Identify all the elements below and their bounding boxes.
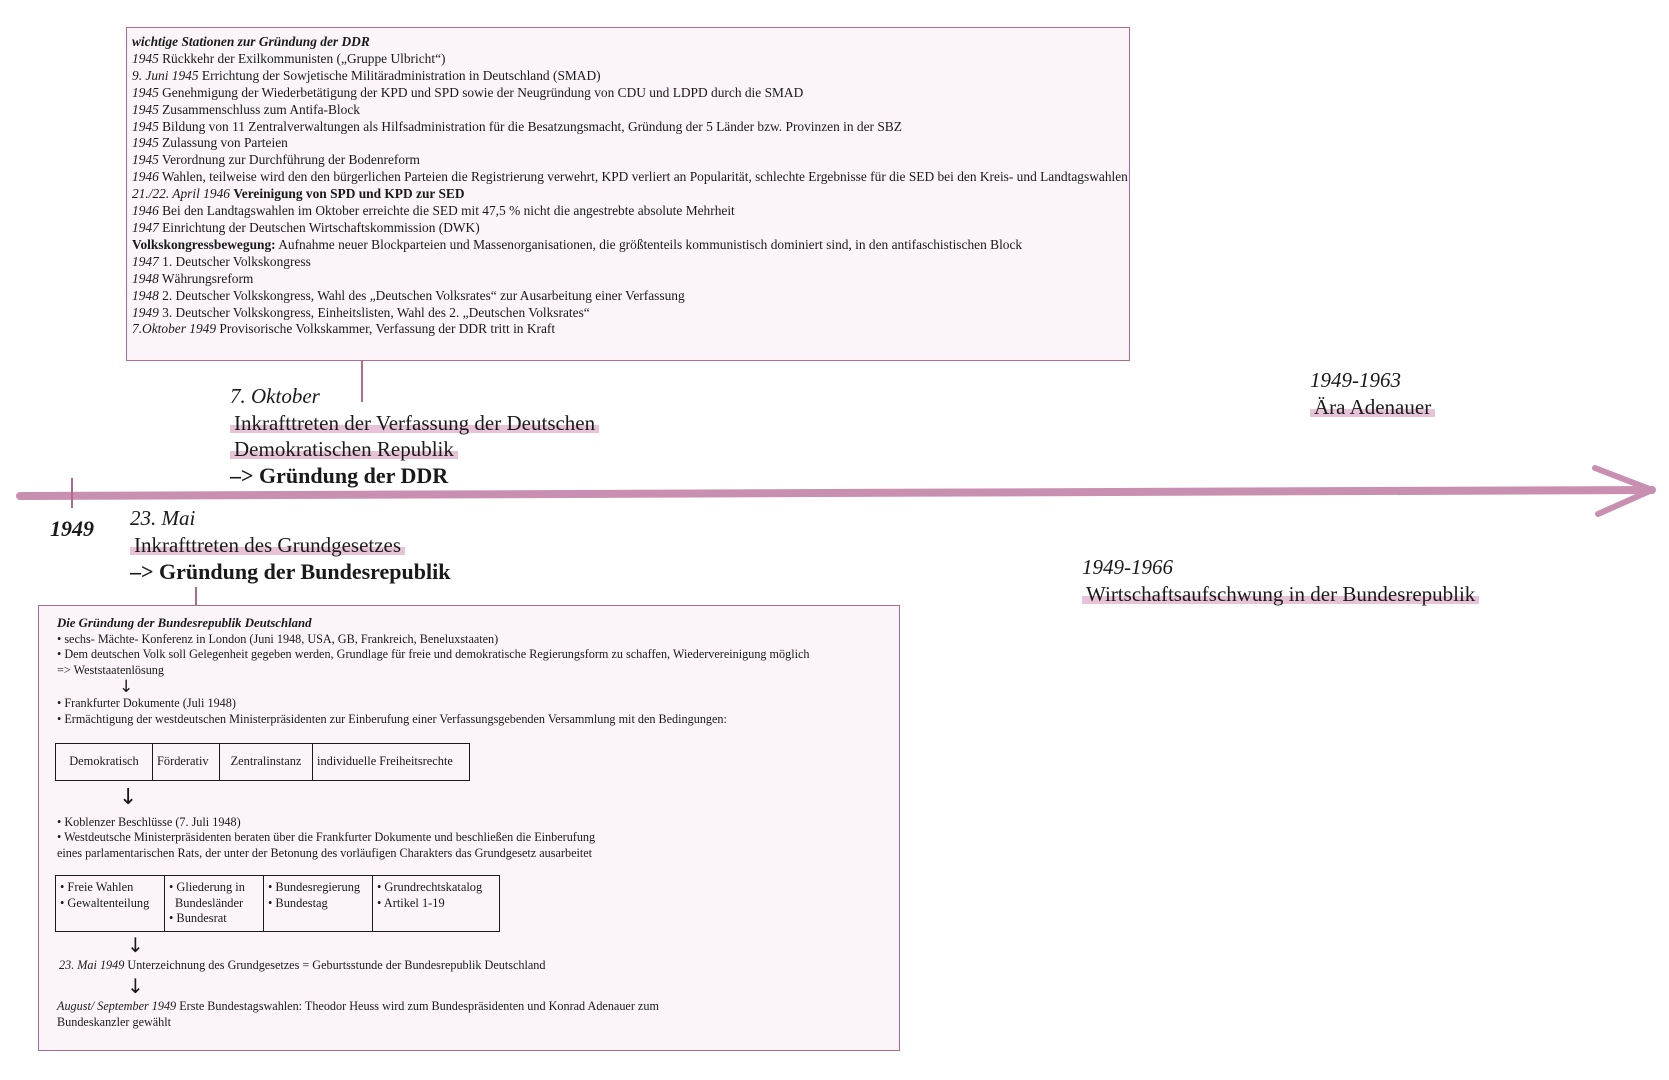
ddr-entries-list — [132, 50, 1128, 338]
ddr-event-date: 7. Oktober — [230, 384, 320, 408]
structure-cell — [56, 876, 165, 932]
ddr-entry — [132, 305, 1124, 322]
ddr-event — [230, 384, 599, 489]
arrow-down-icon: ↓ — [119, 677, 134, 698]
entry-date: 1949 — [132, 304, 159, 320]
ddr-entry — [132, 51, 1124, 68]
entry-text: Errichtung der Sowjetische Militäradministration in Deutschland (SMAD) — [198, 67, 601, 83]
entry-text: 2. Deutscher Volkskongress, Wahl des „Deutschen Volksrates“ zur Ausarbeitung einer Verfassung — [158, 287, 685, 303]
step-text: Unterzeichnung des Grundgesetzes = Geburtsstunde der Bundesrepublik Deutschland — [124, 957, 546, 972]
arrow-down-icon: ↓ — [127, 974, 144, 999]
structure-item: • Freie Wahlen — [60, 880, 134, 895]
brd-p8: eines parlamentarischen Rats, der unter der Betonung des vorläufigen Charakters das Grundgesetz ausarbeitet — [57, 845, 593, 860]
ddr-entry — [132, 102, 1124, 119]
brd-connector-line — [195, 587, 197, 605]
entry-date: 1945 — [132, 135, 159, 151]
entry-date: 21./22. April 1946 — [132, 186, 230, 202]
ddr-entry — [132, 321, 1124, 338]
entry-text: Einrichtung der Deutschen Wirtschaftskommission (DWK) — [158, 219, 480, 235]
entry-date: 1945 — [132, 84, 159, 100]
entry-text: 1. Deutscher Volkskongress — [158, 253, 311, 269]
ddr-entry — [132, 186, 1124, 203]
wirtschaft-years: 1949-1966 — [1082, 555, 1173, 579]
condition-cell: Zentralinstanz — [220, 743, 313, 780]
brd-p1: • sechs- Mächte- Konferenz in London (Juni 1948, USA, GB, Frankreich, Beneluxstaaten) — [57, 631, 499, 646]
step-date: 23. Mai 1949 — [59, 957, 125, 972]
structure-item: • Grundrechtskatalog — [377, 880, 483, 895]
entry-text: Genehmigung der Wiederbetätigung der KPD und SPD sowie der Neugründung von CDU und LDPD durch die SMAD — [158, 84, 804, 100]
adenauer-era — [1310, 368, 1435, 420]
brd-event-line1: Inkrafttreten des Grundgesetzes — [130, 533, 405, 557]
ddr-founding-box — [126, 27, 1130, 361]
ddr-box-title: wichtige Stationen zur Gründung der DDR — [132, 34, 370, 49]
entry-text: Verordnung zur Durchführung der Bodenreform — [158, 152, 420, 168]
arrow-down-icon: ↓ — [119, 784, 138, 810]
step-date: August/ September 1949 — [57, 999, 177, 1014]
ddr-entry — [132, 220, 1124, 237]
brd-event-date: 23. Mai — [130, 506, 196, 530]
structure-cell — [373, 876, 500, 932]
brd-p4: • Frankfurter Dokumente (Juli 1948) — [57, 696, 236, 711]
ddr-event-line1: Inkrafttreten der Verfassung der Deutschen — [230, 411, 599, 435]
ddr-event-result: –> Gründung der DDR — [230, 463, 449, 488]
ddr-entry — [132, 119, 1124, 136]
entry-date: 1945 — [132, 152, 159, 168]
structure-table — [55, 875, 500, 932]
brd-p7: • Westdeutsche Ministerpräsidenten beraten über die Frankfurter Dokumente und beschließen die Einberufung — [57, 830, 596, 845]
entry-text: Bei den Landtagswahlen im Oktober erreichte die SED mit 47,5 % nicht die angestrebte absolute Mehrheit — [158, 203, 735, 219]
timeline-line — [20, 490, 1652, 496]
entry-date: 9. Juni 1945 — [132, 67, 199, 83]
brd-p2: • Dem deutschen Volk soll Gelegenheit gegeben werden, Grundlage für freie und demokratische Regierungsform zu schaffen, Wiedervereinigung möglich — [57, 647, 810, 662]
brd-p6: • Koblenzer Beschlüsse (7. Juli 1948) — [57, 814, 241, 829]
ddr-entry — [132, 237, 1124, 254]
entry-text: Rückkehr der Exilkommunisten („Gruppe Ulbricht“) — [158, 50, 446, 66]
structure-item: • Artikel 1-19 — [377, 895, 445, 910]
ddr-entry — [132, 68, 1124, 85]
adenauer-label: Ära Adenauer — [1310, 395, 1435, 419]
entry-text: Provisorische Volkskammer, Verfassung der DDR tritt in Kraft — [216, 321, 556, 337]
entry-text: Zusammenschluss zum Antifa-Block — [158, 101, 360, 117]
brd-event — [130, 506, 450, 585]
structure-item: Bundesländer — [175, 895, 244, 910]
entry-date: 1948 — [132, 270, 159, 286]
entry-date: 7.Oktober 1949 — [132, 321, 217, 337]
entry-date: 1945 — [132, 50, 159, 66]
ddr-entry — [132, 135, 1124, 152]
entry-bold: Vereinigung von SPD und KPD zur SED — [233, 186, 465, 202]
structure-cell — [165, 876, 264, 932]
entry-text: Währungsreform — [158, 270, 254, 286]
structure-item: • Gliederung in — [169, 880, 245, 895]
ddr-entry — [132, 169, 1128, 186]
entry-text: Aufnahme neuer Blockparteien und Massenorganisationen, die größtenteils kommunistisch dominiert sind, in den antifaschistischen Block — [275, 236, 1023, 252]
brd-box-title: Die Gründung der Bundesrepublik Deutschland — [57, 616, 312, 630]
wirtschaft-era — [1082, 555, 1479, 607]
entry-date: 1946 — [132, 169, 159, 185]
entry-lead: Volkskongressbewegung: — [132, 236, 276, 252]
ddr-entry — [132, 152, 1124, 169]
structure-item: • Bundesregierung — [268, 880, 361, 895]
arrow-down-icon: ↓ — [127, 932, 144, 957]
ddr-event-line2: Demokratischen Republik — [230, 437, 458, 461]
conditions-table — [55, 743, 470, 781]
adenauer-years: 1949-1963 — [1310, 368, 1401, 392]
wirtschaft-label: Wirtschaftsaufschwung in der Bundesrepublik — [1082, 582, 1479, 606]
brd-p5: • Ermächtigung der westdeutschen Ministerpräsidenten zur Einberufung einer Verfassungsgebenden Versammlung mit den Bedingungen: — [57, 711, 727, 726]
entry-text: 3. Deutscher Volkskongress, Einheitslisten, Wahl des 2. „Deutschen Volksrates“ — [158, 304, 590, 320]
structure-cell — [264, 876, 373, 932]
entry-text: Zulassung von Parteien — [158, 135, 288, 151]
condition-cell: Förderativ — [153, 743, 220, 780]
ddr-entry — [132, 203, 1124, 220]
ddr-entry — [132, 271, 1124, 288]
entry-text: Bildung von 11 Zentralverwaltungen als Hilfsadministration für die Besatzungsmacht, Gründung der 5 Länder bzw. Provinzen in der SBZ — [158, 118, 902, 134]
entry-date: 1948 — [132, 287, 159, 303]
ddr-entry — [132, 288, 1124, 305]
condition-cell: Demokratisch — [56, 743, 153, 780]
structure-item: • Bundesrat — [169, 911, 227, 926]
ddr-entry — [132, 254, 1124, 271]
entry-date: 1945 — [132, 101, 159, 117]
entry-date: 1947 — [132, 253, 159, 269]
structure-item: • Gewaltenteilung — [60, 895, 150, 910]
brd-step-2-cont: Bundeskanzler gewählt — [57, 1015, 172, 1030]
brd-founding-box — [38, 605, 900, 1051]
entry-text: Wahlen, teilweise wird den den bürgerlichen Parteien die Registrierung verwehrt, KPD verliert an Popularität, schlechte Ergebnisse für die SED bei den Kreis- und Landtagswahlen — [158, 169, 1128, 185]
brd-step-1 — [57, 958, 899, 974]
step-text: Erste Bundestagswahlen: Theodor Heuss wird zum Bundespräsidenten und Konrad Adenauer zum — [176, 999, 659, 1014]
ddr-entry — [132, 85, 1124, 102]
entry-date: 1947 — [132, 219, 159, 235]
brd-p3: => Weststaatenlösung — [57, 662, 164, 677]
condition-cell: individuelle Freiheitsrechte — [313, 743, 470, 780]
entry-date: 1946 — [132, 203, 159, 219]
brd-event-result: –> Gründung der Bundesrepublik — [130, 559, 451, 584]
structure-item: • Bundestag — [268, 895, 328, 910]
brd-step-2 — [57, 999, 899, 1015]
entry-date: 1945 — [132, 118, 159, 134]
timeline-year: 1949 — [50, 516, 94, 541]
